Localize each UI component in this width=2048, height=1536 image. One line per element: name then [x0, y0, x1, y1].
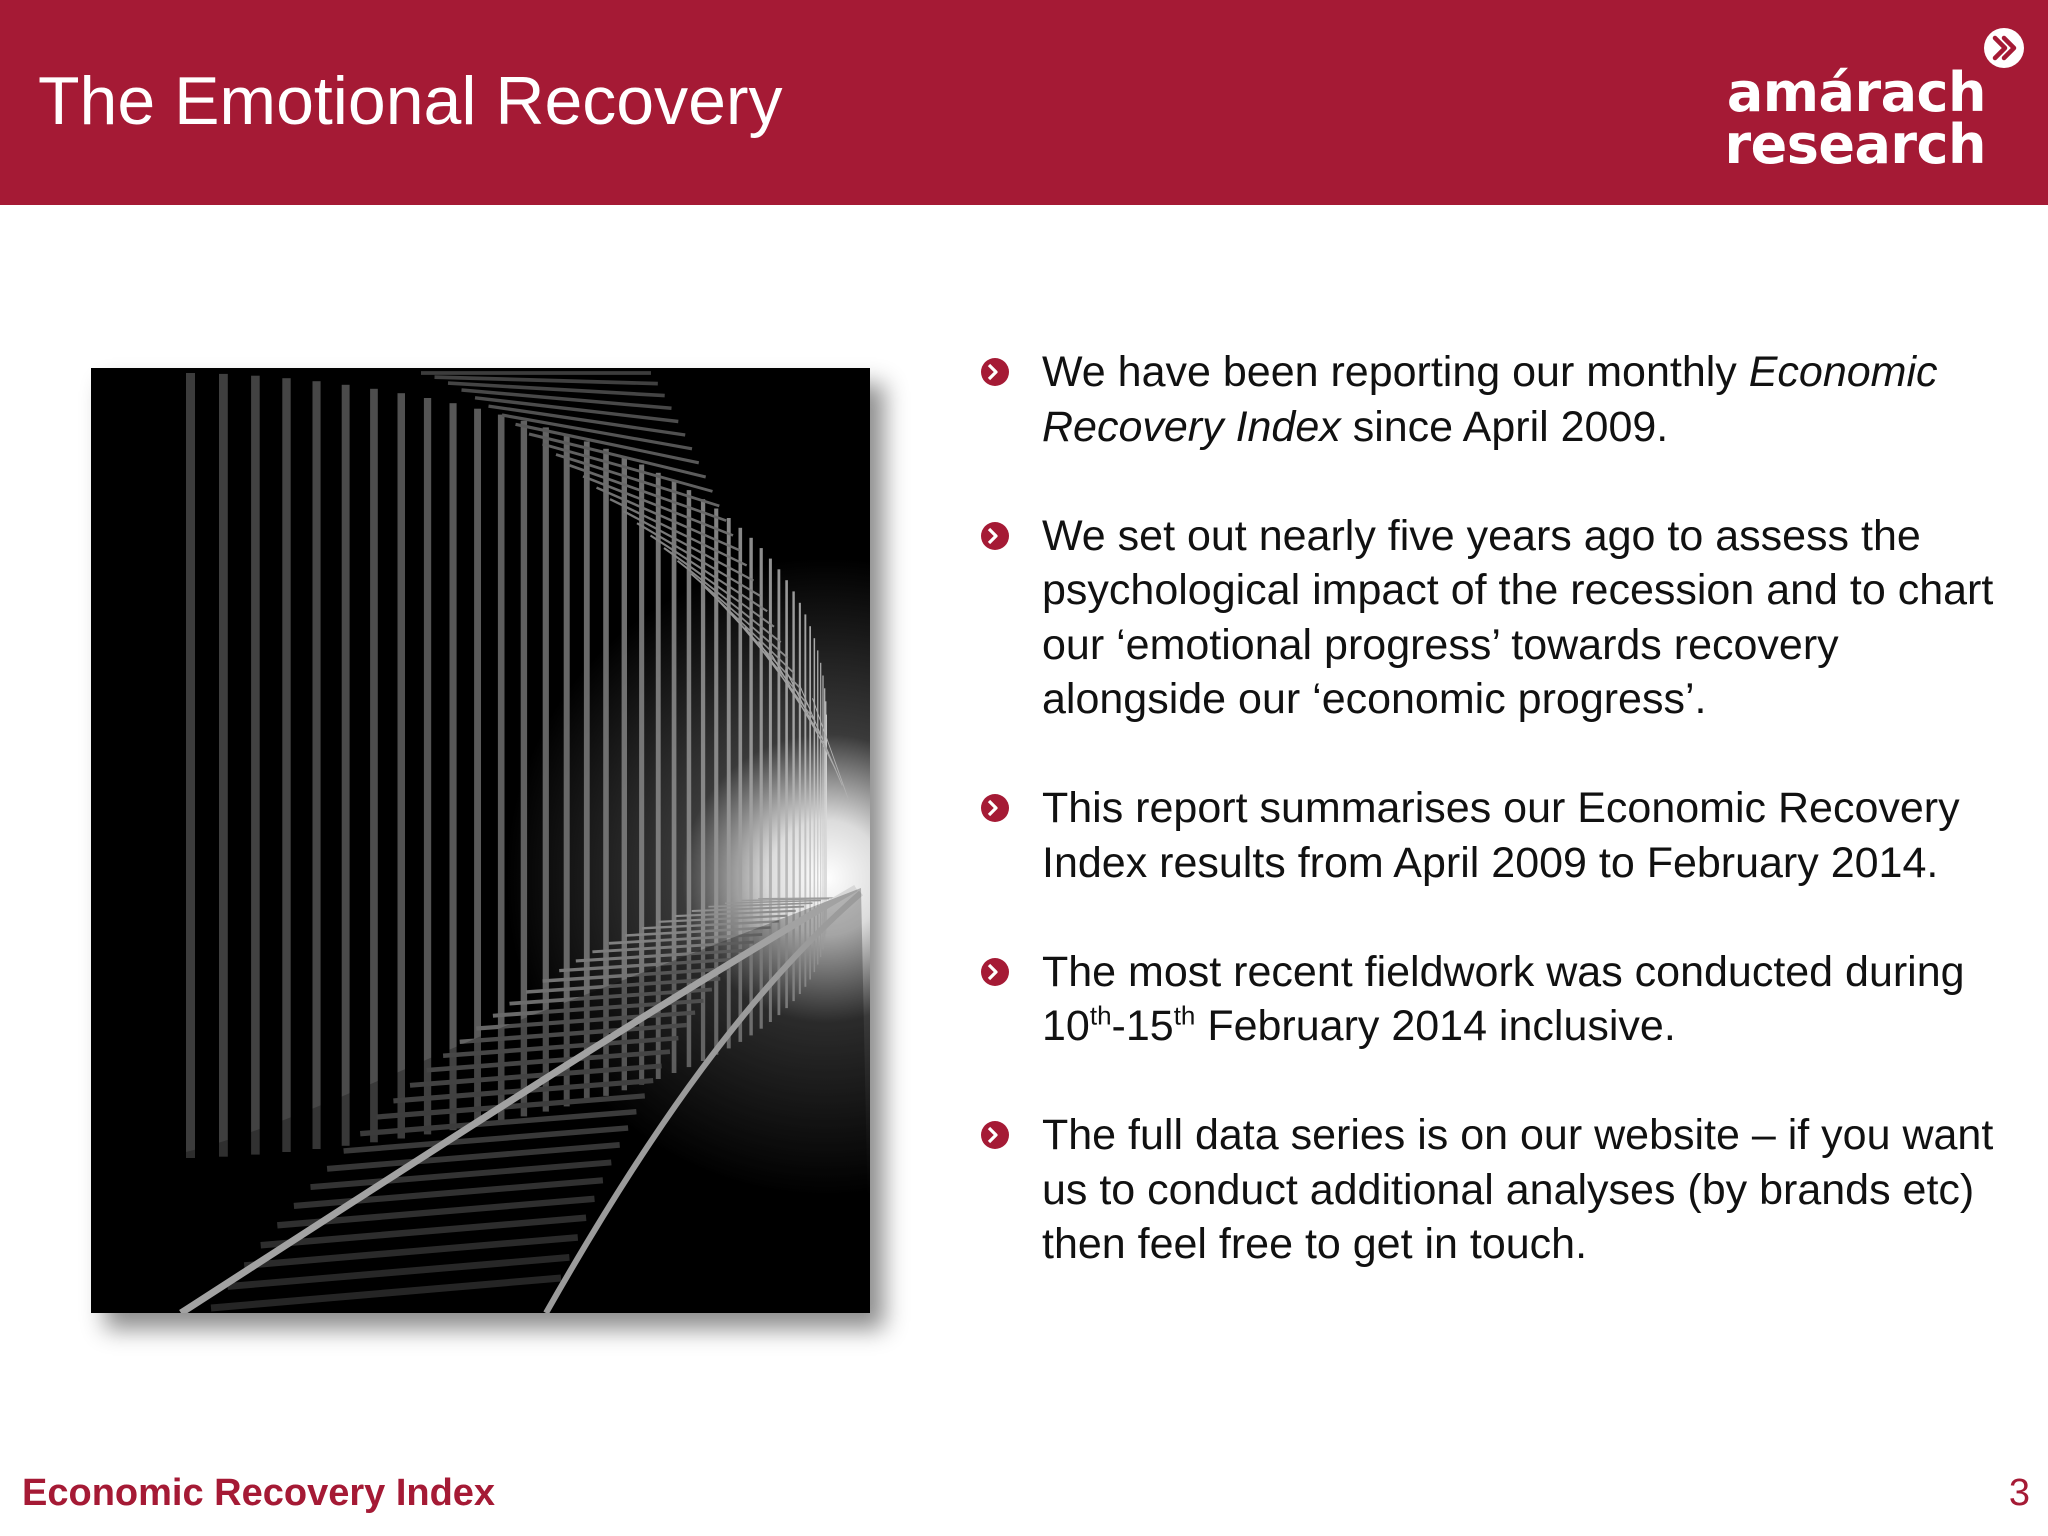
tunnel-post [398, 393, 406, 1138]
amarach-research-logo [1724, 22, 2030, 176]
tunnel-post [370, 389, 378, 1143]
bullet-text: The most recent fieldwork was conducted during 10 [1042, 947, 1965, 1050]
footer-title: Economic Recovery Index [22, 1472, 496, 1514]
logo-text-research: research [1724, 113, 1986, 176]
bullet-text: February 2014 inclusive. [1195, 1002, 1676, 1050]
bullet-item [980, 1108, 2000, 1272]
bullet-list [980, 345, 2000, 1326]
tunnel-post [543, 427, 549, 1111]
tunnel-post [474, 409, 481, 1126]
bullet-item [980, 781, 2000, 890]
tunnel-post [424, 398, 431, 1134]
bullet-text: We have been reporting our monthly [1042, 348, 1749, 396]
bullet-text: -15 [1111, 1002, 1174, 1050]
bullet-emphasis: Economic Recovery Index [1042, 348, 1938, 451]
page-number: 3 [2008, 1472, 2030, 1514]
tunnel-post [450, 403, 457, 1130]
tunnel-illustration [91, 368, 870, 1313]
slide-title: The Emotional Recovery [38, 63, 783, 139]
chevron-bullet-icon [980, 521, 1010, 551]
tunnel-post [219, 374, 228, 1157]
chevron-circle-icon [1982, 26, 2026, 70]
tunnel-post [251, 376, 260, 1155]
bullet-item [980, 509, 2000, 727]
superscript: th [1173, 1000, 1196, 1031]
header-bar [0, 0, 2048, 205]
railway-tunnel-photo [91, 368, 870, 1313]
bullet-text: The full data series is on our website – if you want us to conduct additional analyses (by brands etc) then feel free to get in touch. [1042, 1111, 1994, 1268]
tunnel-post [186, 373, 195, 1158]
bullet-text: We set out nearly five years ago to assess the psychological impact of the recession and to chart our ‘emotional progress’ towards recovery alongside our ‘economic progress’. [1042, 511, 1994, 723]
chevron-bullet-icon [980, 793, 1010, 823]
bullet-text: since April 2009. [1340, 402, 1669, 451]
bullet-item [980, 345, 2000, 454]
chevron-bullet-icon [980, 1120, 1010, 1150]
bullet-text: This report summarises our Economic Recovery Index results from April 2009 to February 2014. [1042, 784, 1960, 887]
superscript: th [1089, 1000, 1112, 1031]
logo-text-amarach: amárach [1726, 61, 1986, 124]
tunnel-post [282, 378, 290, 1152]
bullet-item [980, 945, 2000, 1054]
chevron-bullet-icon [980, 957, 1010, 987]
tunnel-post [342, 385, 350, 1146]
tunnel-post [313, 381, 321, 1149]
chevron-bullet-icon [980, 357, 1010, 387]
